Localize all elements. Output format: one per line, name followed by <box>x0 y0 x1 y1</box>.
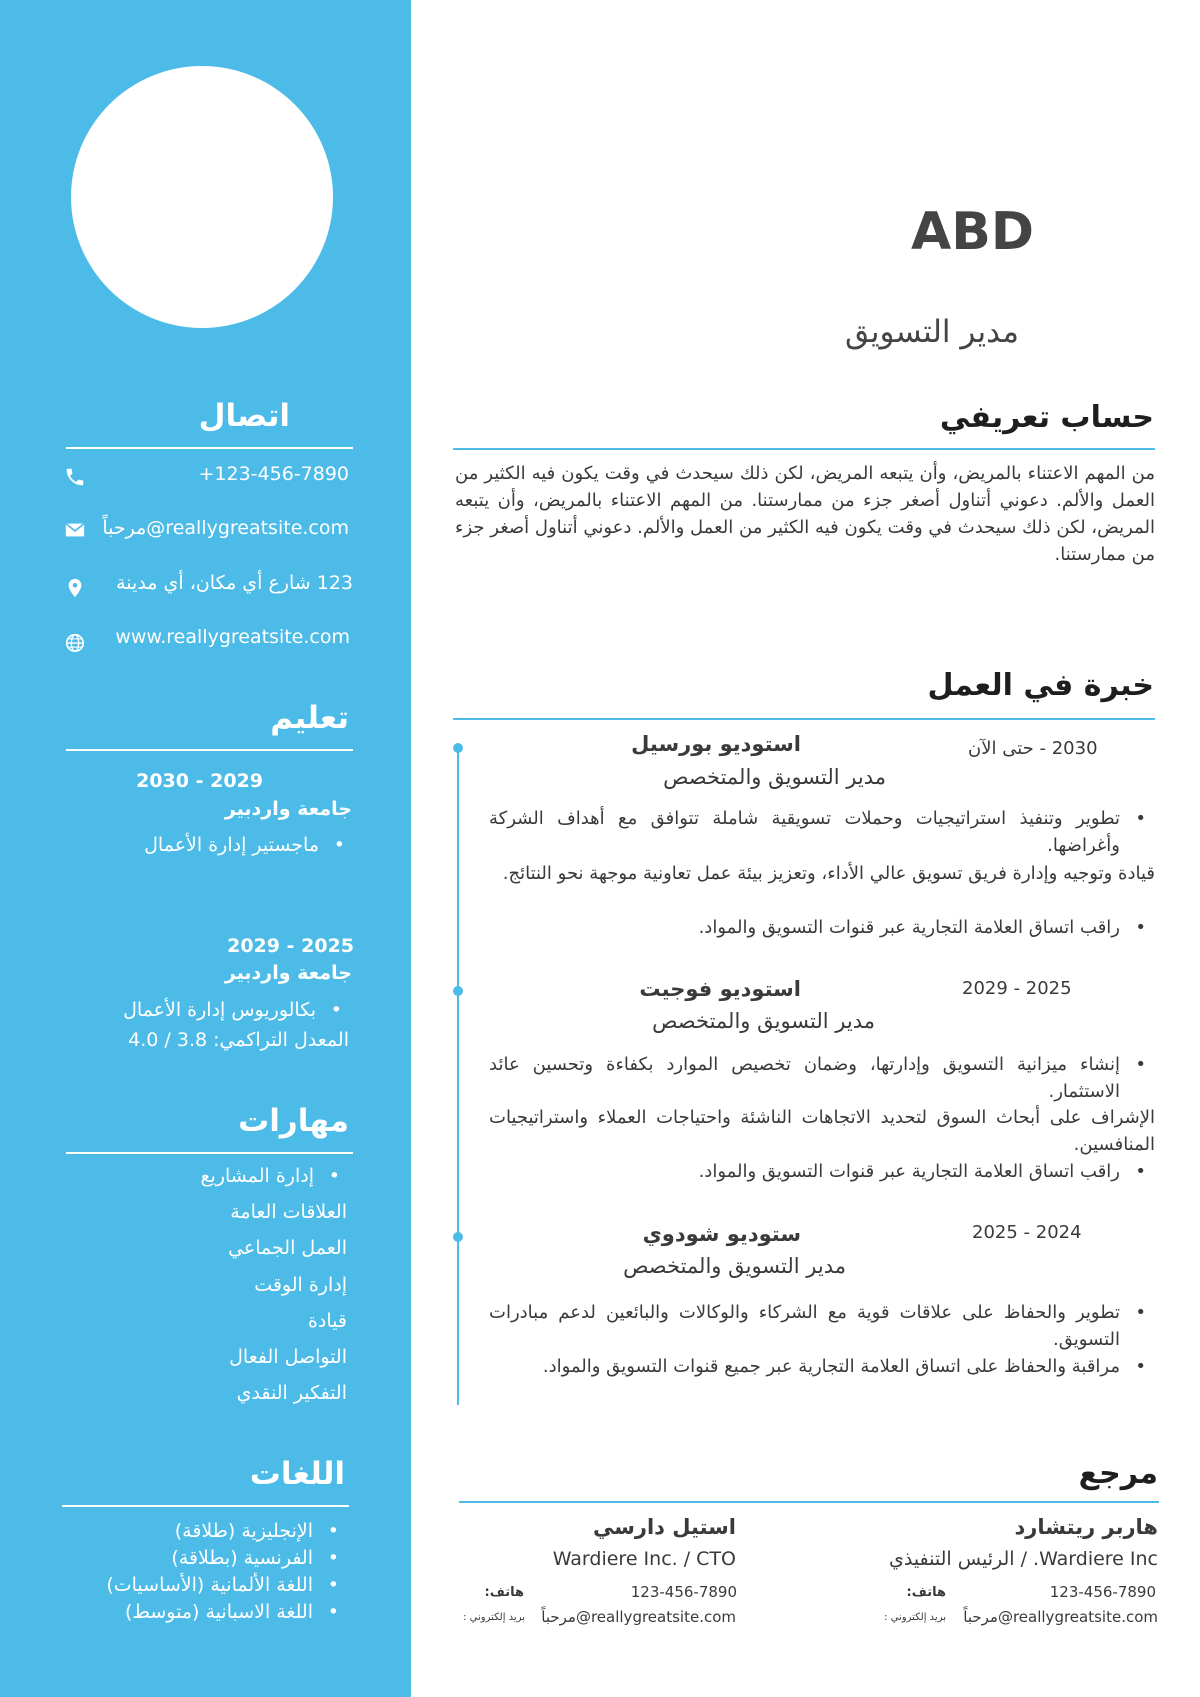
job-period: 2029 - 2025 <box>962 978 1072 999</box>
job-bullet: قيادة وتوجيه وإدارة فريق تسويق عالي الأداء، وتعزيز بيئة عمل تعاونية موجهة نحو النتائج. <box>502 863 1155 884</box>
job-bullet: • راقب اتساق العلامة التجارية عبر قنوات التسويق والمواد. <box>489 1158 1120 1185</box>
languages-title: اللغات <box>249 1456 345 1492</box>
candidate-role: مدير التسويق <box>844 314 1019 350</box>
language-item: اللغة الاسبانية (متوسط) • <box>125 1601 313 1623</box>
education-years: 2030 - 2029 <box>136 770 263 792</box>
education-title: تعليم <box>270 700 349 736</box>
education-school: جامعة واردبير <box>224 962 352 984</box>
skill-item: العمل الجماعي <box>228 1237 347 1259</box>
job-bullet: • تطوير والحفاظ على علاقات قوية مع الشركاء والوكالات والبائعين لدعم مبادرات التسويق. <box>489 1299 1120 1353</box>
contact-divider <box>66 447 353 449</box>
reference-email-label: بريد إلكتروني : <box>884 1612 946 1623</box>
reference-name: استيل دارسي <box>592 1515 736 1539</box>
contact-address: 123 شارع أي مكان، أي مدينة <box>116 572 353 594</box>
timeline-dot <box>453 986 463 996</box>
job-bullet: • مراقبة والحفاظ على اتساق العلامة التجارية عبر جميع قنوات التسويق والمواد. <box>489 1353 1120 1380</box>
skill-item: إدارة الوقت <box>254 1274 347 1296</box>
skill-item: التواصل الفعال <box>229 1346 347 1368</box>
profile-photo <box>71 66 333 328</box>
profile-text: من المهم الاعتناء بالمريض، وأن يتبعه المريض، لكن ذلك سيحدث في وقت يكون فيه الكثير من العمل والألم. دعوني أتناول أصغر جزء من ممارستنا. من المهم الاعتناء بالمريض، وأن يتبعه المريض، لكن ذلك سيحدث في وقت يكون فيه الكثير من العمل والألم. دعوني أتناول أصغر جزء من ممارستنا. <box>455 463 1155 565</box>
job-company: استوديو بورسيل <box>631 732 801 756</box>
education-gpa: المعدل التراكمي: 3.8 / 4.0 <box>128 1029 349 1051</box>
contact-email[interactable]: مرحباً@reallygreatsite.com <box>102 517 349 539</box>
job-company: ستوديو شودوي <box>642 1222 801 1246</box>
experience-divider <box>453 718 1155 720</box>
profile-divider <box>453 448 1155 450</box>
reference-phone-label: هاتف: <box>906 1585 946 1600</box>
globe-icon <box>64 632 86 654</box>
references-title: مرجع <box>1078 1456 1158 1491</box>
profile-title: حساب تعريفي <box>939 400 1154 435</box>
job-bullet: الإشراف على أبحاث السوق لتحديد الاتجاهات الناشئة واحتياجات العملاء واستراتيجيات المنافسين. <box>489 1107 1155 1155</box>
education-school: جامعة واردبير <box>224 798 352 820</box>
language-item: اللغة الألمانية (الأساسيات) • <box>106 1574 313 1596</box>
contact-phone[interactable]: +123-456-7890 <box>198 463 349 485</box>
education-degree: ماجستير إدارة الأعمال • <box>144 834 319 856</box>
skill-item: التفكير النقدي <box>236 1382 347 1404</box>
contact-title: اتصال <box>198 398 290 434</box>
education-divider <box>66 749 353 751</box>
experience-title: خبرة في العمل <box>927 668 1154 703</box>
skill-item: قيادة <box>307 1310 347 1332</box>
reference-phone[interactable]: 123-456-7890 <box>630 1583 737 1601</box>
education-years: 2029 - 2025 <box>227 935 354 957</box>
job-period: 2030 - حتى الآن <box>968 738 1098 759</box>
job-role: مدير التسويق والمتخصص <box>623 1254 846 1278</box>
experience-timeline <box>457 745 459 1405</box>
skills-title: مهارات <box>238 1103 349 1139</box>
job-role: مدير التسويق والمتخصص <box>663 765 886 789</box>
reference-phone-label: هاتف: <box>484 1585 524 1600</box>
language-item: الإنجليزية (طلاقة) • <box>175 1520 313 1542</box>
skills-divider <box>66 1152 353 1154</box>
languages-divider <box>62 1505 349 1507</box>
candidate-name: ABD <box>911 202 1035 262</box>
job-period: 2025 - 2024 <box>972 1222 1082 1243</box>
map-pin-icon <box>64 577 86 599</box>
reference-role: Wardiere Inc. / CTO <box>552 1548 736 1570</box>
reference-email-label: بريد إلكتروني : <box>463 1612 525 1623</box>
phone-icon <box>64 466 86 488</box>
skill-item: إدارة المشاريع • <box>200 1165 314 1187</box>
reference-role: Wardiere Inc. / الرئيس التنفيذي <box>888 1548 1158 1570</box>
education-degree: بكالوريوس إدارة الأعمال • <box>123 999 316 1021</box>
timeline-dot <box>453 743 463 753</box>
references-divider <box>459 1501 1159 1503</box>
reference-phone[interactable]: 123-456-7890 <box>1049 1583 1156 1601</box>
reference-name: هاربر ريتشارد <box>1014 1515 1158 1539</box>
job-company: استوديو فوجيت <box>639 977 801 1001</box>
job-bullet: • إنشاء ميزانية التسويق وإدارتها، وضمان تخصيص الموارد بكفاءة وتحسين عائد الاستثمار. <box>489 1051 1120 1105</box>
job-bullet: • تطوير وتنفيذ استراتيجيات وحملات تسويقية شاملة تتوافق مع أهداف الشركة وأغراضها. <box>489 805 1120 859</box>
timeline-dot <box>453 1232 463 1242</box>
contact-website[interactable]: www.reallygreatsite.com <box>115 626 350 648</box>
language-item: الفرنسية (بطلاقة) • <box>171 1547 313 1569</box>
skill-item: العلاقات العامة <box>230 1201 347 1223</box>
job-bullet: • راقب اتساق العلامة التجارية عبر قنوات التسويق والمواد. <box>489 914 1120 941</box>
job-role: مدير التسويق والمتخصص <box>652 1009 875 1033</box>
reference-email[interactable]: مرحباً@reallygreatsite.com <box>963 1608 1158 1626</box>
envelope-icon <box>64 519 86 541</box>
reference-email[interactable]: مرحباً@reallygreatsite.com <box>541 1608 736 1626</box>
